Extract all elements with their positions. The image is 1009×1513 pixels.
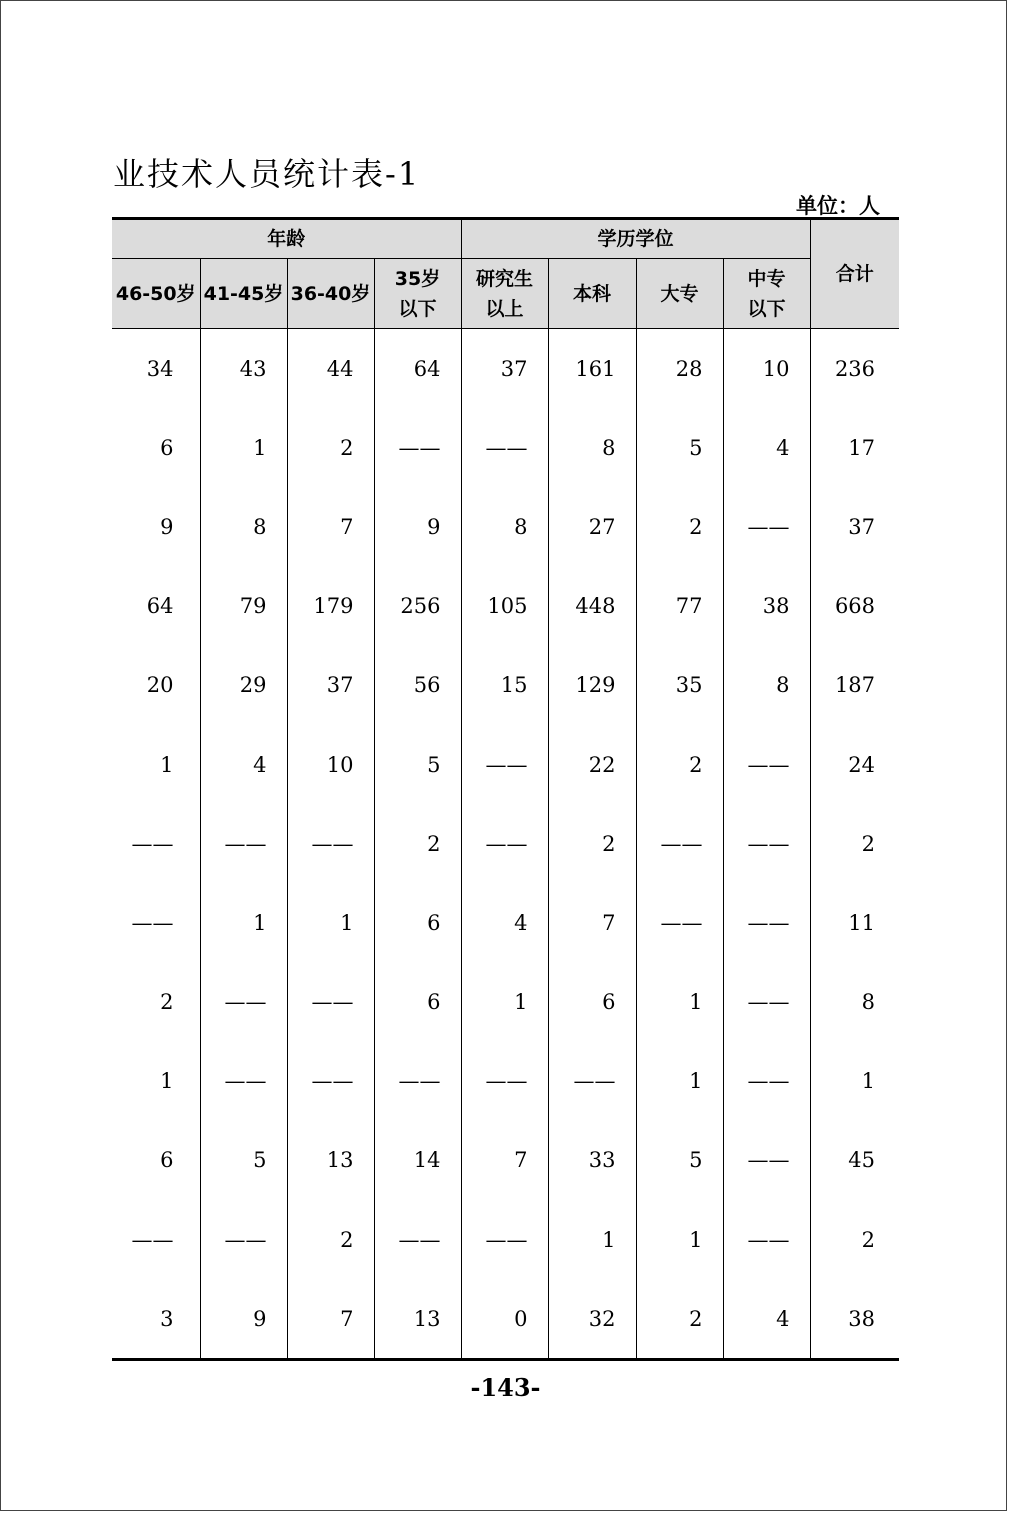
value-cell: 28 — [636, 329, 723, 409]
total-cell: 668 — [810, 567, 899, 646]
header-col-1: 41-45岁 — [200, 259, 287, 329]
table-row — [112, 1121, 899, 1200]
value-cell: 2 — [160, 990, 174, 1015]
value-cell: 9 — [374, 487, 461, 566]
value-cell: 2 — [374, 804, 461, 883]
value-cell: —— — [287, 804, 374, 883]
value-cell: —— — [636, 804, 723, 883]
value-cell: 37 — [287, 646, 374, 725]
header-education-group: 学历学位 — [461, 219, 810, 259]
value-cell: 448 — [548, 567, 636, 646]
value-cell: —— — [131, 831, 174, 856]
value-cell: 6 — [160, 435, 174, 460]
value-cell: 33 — [548, 1121, 636, 1200]
table-row — [112, 567, 899, 646]
value-cell: 4 — [461, 883, 548, 962]
table-title: 业技术人员统计表-1 — [113, 155, 421, 193]
value-cell: —— — [374, 1042, 461, 1121]
value-cell: 5 — [374, 725, 461, 804]
total-cell: 45 — [810, 1121, 899, 1200]
value-cell: 6 — [374, 963, 461, 1042]
value-cell: 37 — [461, 329, 548, 409]
value-cell: —— — [461, 725, 548, 804]
header-col-6: 大专 — [636, 259, 723, 329]
value-cell: 4 — [200, 725, 287, 804]
header-col-3: 35岁 以下 — [374, 259, 461, 329]
value-cell: —— — [461, 1042, 548, 1121]
statistics-table — [112, 217, 899, 1361]
value-cell: 77 — [636, 567, 723, 646]
value-cell: 2 — [636, 725, 723, 804]
table-row — [112, 487, 899, 566]
header-age-group: 年龄 — [112, 219, 461, 259]
table-row — [112, 883, 899, 962]
value-cell: 161 — [548, 329, 636, 409]
value-cell: —— — [131, 910, 174, 935]
value-cell: 6 — [374, 883, 461, 962]
value-cell: 7 — [287, 487, 374, 566]
value-cell: —— — [723, 1200, 810, 1279]
value-cell: 1 — [461, 963, 548, 1042]
value-cell: 1 — [548, 1200, 636, 1279]
value-cell: 27 — [548, 487, 636, 566]
value-cell: 1 — [200, 883, 287, 962]
value-cell: —— — [374, 408, 461, 487]
value-cell: 8 — [200, 487, 287, 566]
value-cell: 1 — [636, 1042, 723, 1121]
value-cell: —— — [200, 1200, 287, 1279]
value-cell: 44 — [287, 329, 374, 409]
value-cell: —— — [723, 963, 810, 1042]
value-cell: 64 — [374, 329, 461, 409]
value-cell: —— — [287, 1042, 374, 1121]
value-cell: —— — [723, 1121, 810, 1200]
value-cell: 5 — [636, 1121, 723, 1200]
value-cell: 43 — [200, 329, 287, 409]
header-col-7: 中专 以下 — [723, 259, 810, 329]
value-cell: 3 — [112, 1279, 200, 1360]
header-col-4: 研究生 以上 — [461, 259, 548, 329]
total-cell: 37 — [810, 487, 899, 566]
value-cell: 22 — [548, 725, 636, 804]
value-cell: 1 — [287, 883, 374, 962]
value-cell: 8 — [548, 408, 636, 487]
value-cell: 13 — [287, 1121, 374, 1200]
value-cell: —— — [723, 725, 810, 804]
value-cell: 15 — [461, 646, 548, 725]
value-cell: 4 — [723, 408, 810, 487]
table-row — [112, 804, 899, 883]
value-cell: 1 — [636, 963, 723, 1042]
value-cell: —— — [461, 408, 548, 487]
value-cell: —— — [636, 883, 723, 962]
total-cell: 2 — [810, 1200, 899, 1279]
value-cell: 0 — [461, 1279, 548, 1360]
value-cell: —— — [723, 883, 810, 962]
value-cell: 13 — [374, 1279, 461, 1360]
value-cell: 2 — [287, 1200, 374, 1279]
value-cell: 2 — [636, 1279, 723, 1360]
total-cell: 187 — [810, 646, 899, 725]
value-cell: 105 — [461, 567, 548, 646]
page-number: -143- — [470, 1373, 541, 1402]
value-cell: 6 — [548, 963, 636, 1042]
total-cell: 11 — [810, 883, 899, 962]
value-cell: —— — [200, 804, 287, 883]
value-cell: —— — [200, 963, 287, 1042]
value-cell: 32 — [548, 1279, 636, 1360]
unit-label: 单位：人 — [796, 194, 880, 218]
value-cell: —— — [723, 1042, 810, 1121]
value-cell: 5 — [200, 1121, 287, 1200]
table-row — [112, 1279, 899, 1360]
table-row — [112, 725, 899, 804]
value-cell: 29 — [200, 646, 287, 725]
value-cell: 1 — [636, 1200, 723, 1279]
value-cell: 56 — [374, 646, 461, 725]
value-cell: —— — [723, 804, 810, 883]
value-cell: 2 — [287, 408, 374, 487]
value-cell: 256 — [374, 567, 461, 646]
table-row — [112, 408, 899, 487]
table-row — [112, 646, 899, 725]
value-cell: 9 — [160, 514, 174, 539]
value-cell: 1 — [160, 752, 174, 777]
value-cell: 20 — [146, 673, 174, 698]
value-cell: 9 — [200, 1279, 287, 1360]
value-cell: 5 — [636, 408, 723, 487]
header-total: 合计 — [810, 219, 899, 329]
value-cell: 14 — [374, 1121, 461, 1200]
value-cell: 4 — [723, 1279, 810, 1360]
total-cell: 8 — [810, 963, 899, 1042]
value-cell: 10 — [287, 725, 374, 804]
header-col-5: 本科 — [548, 259, 636, 329]
total-cell: 24 — [810, 725, 899, 804]
value-cell: 10 — [723, 329, 810, 409]
table-row — [112, 1200, 899, 1279]
value-cell: 79 — [200, 567, 287, 646]
value-cell: 1 — [160, 1069, 174, 1094]
table-row — [112, 1042, 899, 1121]
value-cell: —— — [131, 1227, 174, 1252]
value-cell: 6 — [160, 1148, 174, 1173]
value-cell: 2 — [636, 487, 723, 566]
value-cell: —— — [200, 1042, 287, 1121]
total-cell: 38 — [810, 1279, 899, 1360]
value-cell: 35 — [636, 646, 723, 725]
value-cell: 2 — [548, 804, 636, 883]
value-cell: —— — [461, 1200, 548, 1279]
table-row — [112, 963, 899, 1042]
value-cell: 129 — [548, 646, 636, 725]
value-cell: 64 — [146, 594, 174, 619]
total-cell: 1 — [810, 1042, 899, 1121]
value-cell: 179 — [287, 567, 374, 646]
header-col-0: 46-50岁 — [112, 259, 200, 329]
value-cell: —— — [374, 1200, 461, 1279]
total-cell: 236 — [810, 329, 899, 409]
value-cell: 7 — [287, 1279, 374, 1360]
value-cell: 7 — [548, 883, 636, 962]
value-cell: —— — [461, 804, 548, 883]
header-col-2: 36-40岁 — [287, 259, 374, 329]
total-cell: 2 — [810, 804, 899, 883]
table-row — [112, 329, 899, 409]
value-cell: 8 — [461, 487, 548, 566]
value-cell: —— — [287, 963, 374, 1042]
total-cell: 17 — [810, 408, 899, 487]
value-cell: 34 — [146, 356, 174, 381]
value-cell: 8 — [723, 646, 810, 725]
value-cell: 1 — [200, 408, 287, 487]
value-cell: 38 — [723, 567, 810, 646]
value-cell: —— — [548, 1042, 636, 1121]
value-cell: —— — [723, 487, 810, 566]
value-cell: 7 — [461, 1121, 548, 1200]
